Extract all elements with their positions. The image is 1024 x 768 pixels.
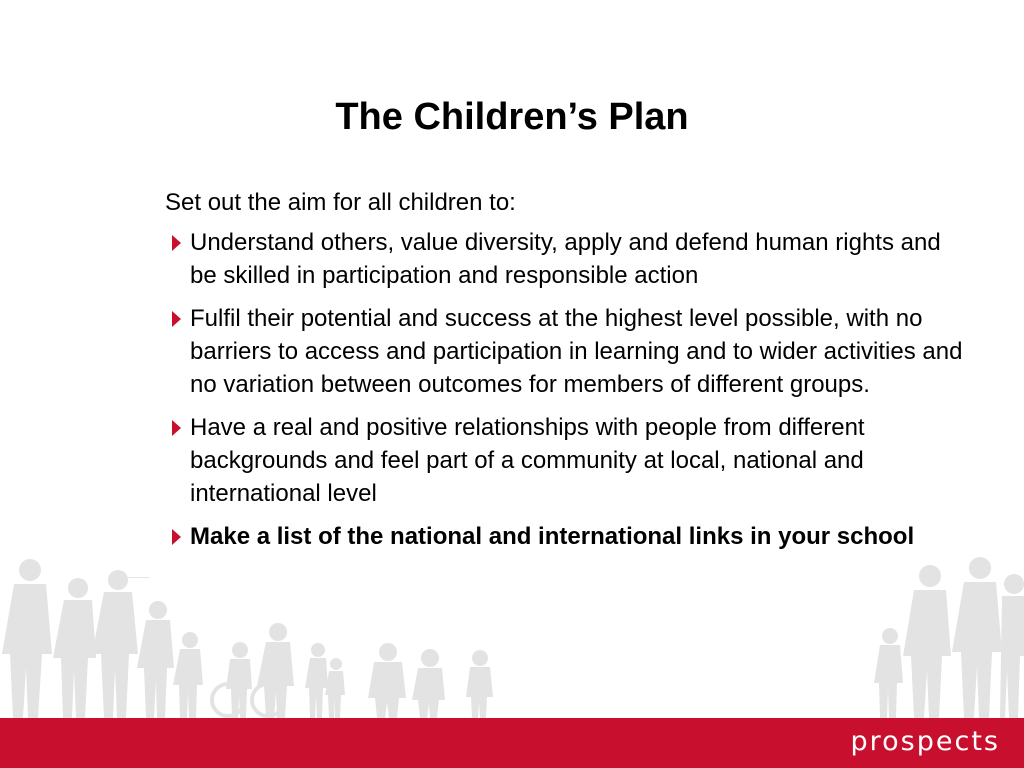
bullet-text: Fulfil their potential and success at the highest level possible, with no barriers to access and participation in learning and to wider activities and no variation between outcomes for members of different groups. — [190, 305, 963, 398]
brand-logo: prospects — [850, 726, 1000, 757]
bullet-text: Have a real and positive relationships with people from different backgrounds and feel part of a community at local, national and international level — [190, 414, 865, 507]
bullet-item — [170, 302, 970, 401]
bullet-item — [170, 411, 970, 510]
triangle-right-icon — [172, 420, 181, 436]
intro-text: Set out the aim for all children to: — [165, 189, 516, 216]
footer-bar — [0, 718, 1024, 768]
bullet-list — [170, 226, 970, 563]
people-silhouettes-illustration — [0, 540, 1024, 718]
bullet-text: Understand others, value diversity, apply and defend human rights and be skilled in participation and responsible action — [190, 229, 941, 289]
slide-title: The Children’s Plan — [335, 96, 689, 138]
triangle-right-icon — [172, 311, 181, 327]
bullet-item — [170, 226, 970, 292]
bullet-text: Make a list of the national and international links in your school — [190, 523, 915, 550]
triangle-right-icon — [172, 235, 181, 251]
